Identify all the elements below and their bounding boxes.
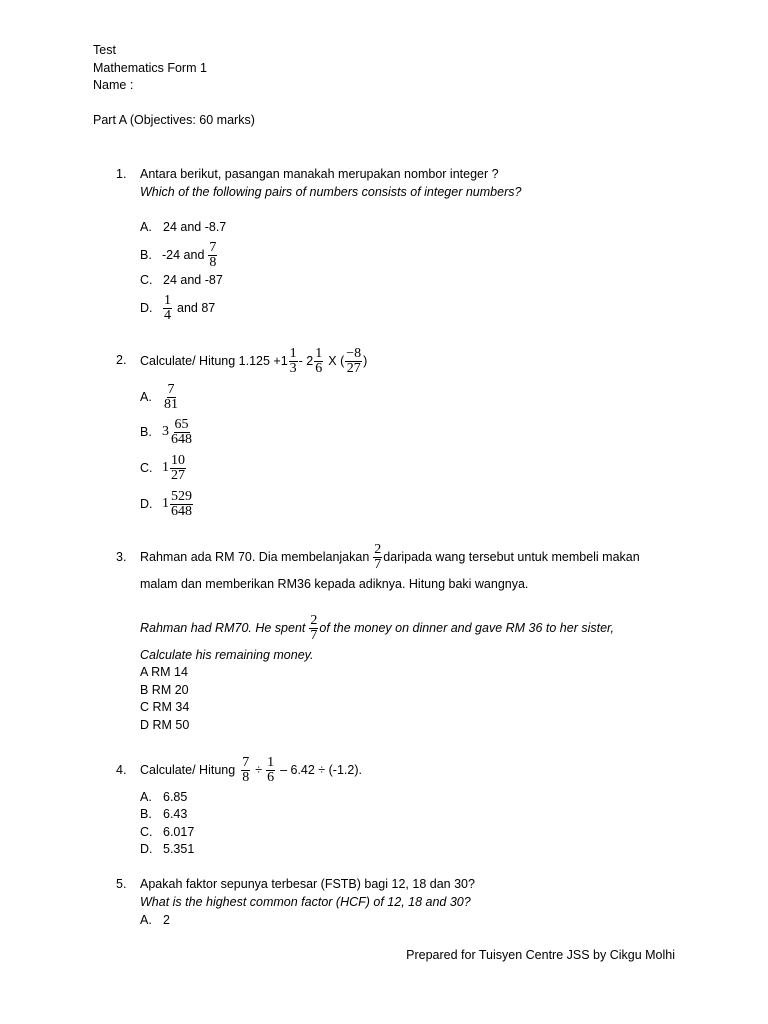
fraction-denominator: 7 xyxy=(374,556,382,572)
q2-option-a-row xyxy=(140,380,180,414)
q2-option-c-row xyxy=(140,451,187,485)
fraction-numerator: 10 xyxy=(171,452,185,468)
q4-lead: Calculate/ Hitung xyxy=(140,763,236,777)
fraction-denominator: 8 xyxy=(209,254,217,270)
q1-option-c: 24 and -87 xyxy=(163,273,223,287)
fraction-numerator: 7 xyxy=(242,754,250,770)
fraction-numerator: 529 xyxy=(171,488,192,504)
q3-number: 3. xyxy=(116,550,127,564)
q1-malay: Antara berikut, pasangan manakah merupakan nombor integer ? xyxy=(140,167,499,181)
q2-option-c-letter: C. xyxy=(140,461,153,475)
q2-option-b-fraction xyxy=(170,418,193,447)
fraction-denominator: 81 xyxy=(164,396,178,412)
q3-malay-line1 xyxy=(140,540,640,574)
fraction-numerator: −8 xyxy=(346,345,362,361)
part-heading: Part A (Objectives: 60 marks) xyxy=(93,113,255,127)
q2-lead: Calculate/ Hitung 1.125 +1 xyxy=(140,354,288,368)
q3-option-c: C RM 34 xyxy=(140,700,190,714)
q4-option-b: 6.43 xyxy=(163,807,188,821)
q1-option-a-letter: A. xyxy=(140,220,152,234)
q5-malay: Apakah faktor sepunya terbesar (FSTB) bagi 12, 18 dan 30? xyxy=(140,877,475,891)
fraction-denominator: 27 xyxy=(171,467,185,483)
subject-line: Mathematics Form 1 xyxy=(93,61,207,75)
fraction-numerator: 7 xyxy=(209,239,217,255)
q1-option-b-letter: B. xyxy=(140,248,152,262)
q1-english: Which of the following pairs of numbers consists of integer numbers? xyxy=(140,185,522,199)
q1-option-b-row xyxy=(140,238,218,272)
fraction-denominator: 6 xyxy=(267,769,275,785)
q2-option-c-whole: 1 xyxy=(162,460,169,475)
fraction-numerator: 65 xyxy=(174,416,189,432)
q1-option-b-text: -24 and xyxy=(162,248,205,262)
q2-option-b-whole: 3 xyxy=(162,424,169,439)
q2-fraction-1 xyxy=(289,347,298,376)
q3-option-a: A RM 14 xyxy=(140,665,188,679)
fraction-numerator: 7 xyxy=(167,381,175,397)
q4-option-a: 6.85 xyxy=(163,790,188,804)
fraction-numerator: 1 xyxy=(267,754,275,770)
fraction-numerator: 1 xyxy=(289,345,297,361)
q2-option-c-fraction xyxy=(170,454,186,483)
q3-english-b: of the money on dinner and gave RM 36 to her sister, xyxy=(319,621,614,635)
fraction-denominator: 6 xyxy=(315,360,323,376)
q3-option-b: B RM 20 xyxy=(140,683,189,697)
q4-option-c-letter: C. xyxy=(140,825,153,839)
fraction-numerator: 1 xyxy=(164,292,171,308)
q2-number: 2. xyxy=(116,353,127,367)
q3-malay-line2: malam dan memberikan RM36 kepada adiknya. Hitung baki wangnya. xyxy=(140,577,529,591)
q1-option-c-letter: C. xyxy=(140,273,153,287)
q2-mid: - 2 xyxy=(298,354,314,368)
fraction-denominator: 4 xyxy=(164,307,171,323)
fraction-denominator: 3 xyxy=(289,360,297,376)
q4-fraction-2 xyxy=(266,756,275,785)
q3-english-fraction xyxy=(309,614,318,643)
fraction-denominator: 648 xyxy=(171,431,192,447)
fraction-denominator: 648 xyxy=(171,503,192,519)
footer-credit: Prepared for Tuisyen Centre JSS by Cikgu Molhi xyxy=(406,948,675,962)
q2-fraction-2 xyxy=(314,347,323,376)
q4-option-b-letter: B. xyxy=(140,807,152,821)
q3-english-a: Rahman had RM70. He spent xyxy=(140,621,306,635)
q1-option-d-fraction xyxy=(163,294,172,323)
q5-number: 5. xyxy=(116,877,127,891)
q3-english-line1 xyxy=(140,611,614,645)
q4-option-d-letter: D. xyxy=(140,842,153,856)
q2-option-b-letter: B. xyxy=(140,425,152,439)
q4-option-c: 6.017 xyxy=(163,825,195,839)
q2-fraction-3 xyxy=(345,347,362,376)
q2-option-a-letter: A. xyxy=(140,390,152,404)
fraction-numerator: 2 xyxy=(374,541,382,557)
q4-tail: – 6.42 ÷ (-1.2). xyxy=(280,763,362,777)
q2-option-d-letter: D. xyxy=(140,497,153,511)
doc-title: Test xyxy=(93,43,116,57)
q3-english-line2: Calculate his remaining money. xyxy=(140,648,314,662)
q2-question xyxy=(140,344,367,378)
q4-number: 4. xyxy=(116,763,127,777)
q3-malay-a: Rahman ada RM 70. Dia membelanjakan xyxy=(140,550,370,564)
q1-option-b-fraction xyxy=(208,241,217,270)
q2-times: X ( xyxy=(328,354,345,368)
q2-option-d-whole: 1 xyxy=(162,496,169,511)
q1-option-d-letter: D. xyxy=(140,301,153,315)
q4-fraction-1 xyxy=(241,756,250,785)
q2-option-a-fraction xyxy=(163,383,179,412)
q2-option-d-row xyxy=(140,487,194,521)
q5-option-a-letter: A. xyxy=(140,913,152,927)
q1-option-d-row xyxy=(140,291,215,325)
q3-option-d: D RM 50 xyxy=(140,718,190,732)
fraction-denominator: 27 xyxy=(346,360,361,376)
q2-option-b-row xyxy=(140,415,194,449)
q1-option-a: 24 and -8.7 xyxy=(163,220,227,234)
q4-question xyxy=(140,753,362,787)
q3-malay-fraction xyxy=(373,543,382,572)
q5-option-a: 2 xyxy=(163,913,170,927)
q3-malay-b: daripada wang tersebut untuk membeli makan xyxy=(383,550,640,564)
q2-option-d-fraction xyxy=(170,490,193,519)
q4-option-d: 5.351 xyxy=(163,842,195,856)
q4-option-a-letter: A. xyxy=(140,790,152,804)
fraction-denominator: 8 xyxy=(242,769,250,785)
name-line: Name : xyxy=(93,78,134,92)
q4-divide: ÷ xyxy=(255,763,263,777)
q2-close: ) xyxy=(363,354,368,368)
fraction-numerator: 1 xyxy=(315,345,323,361)
fraction-numerator: 2 xyxy=(310,612,318,628)
q1-option-d-text: and 87 xyxy=(177,301,216,315)
q1-number: 1. xyxy=(116,167,127,181)
fraction-denominator: 7 xyxy=(310,627,318,643)
q5-english: What is the highest common factor (HCF) of 12, 18 and 30? xyxy=(140,895,471,909)
